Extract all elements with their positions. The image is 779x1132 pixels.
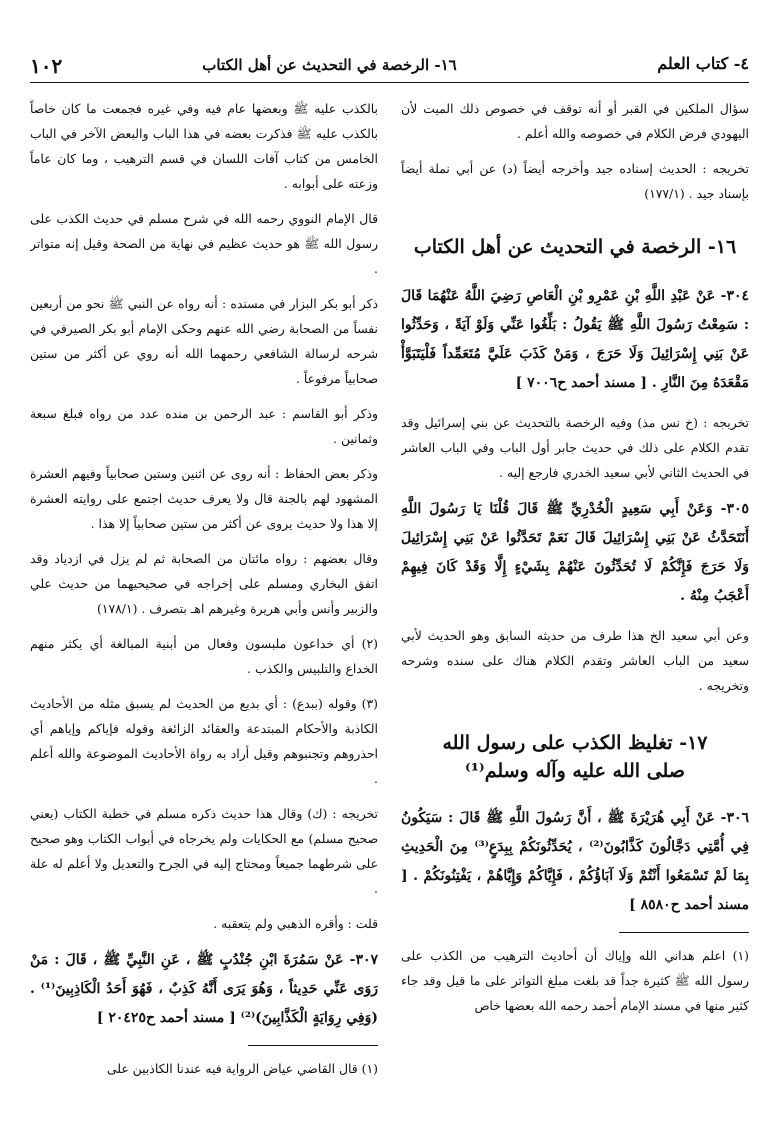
- footnote-continuation: بالكذب عليه ﷺ وبعضها عام فيه وفي غيره فجمعت ما كان خاصاً بالكذب عليه ﷺ فذكرت بعضه في هذا الباب والبعض الآخر في الباب الخامس من كتاب آفات اللسان في قسم الترهيب ، وما كان عاماً وزعته على أبوابه .: [30, 101, 378, 191]
- running-header: [30, 52, 749, 83]
- hadith-307: ٣٠٧- عَنْ سَمُرَةَ ابْنِ جُنْدُبٍ ﷺ ، عَنِ النَّبِيِّ ﷺ ، قَالَ : مَنْ رَوَى عَنِّي حَدِيثاً ، وَهُوَ يَرَى أَنَّهُ كَذِبٌ ، فَهُوَ أَحَدُ الْكَاذِبِينَ⁽¹⁾ . (وَفِي رِوَايَةٍ الْكَذَّابِينَ)⁽²⁾ [ مسند أحمد ح٢٠٤٢٥ ]: [30, 952, 378, 1026]
- left-column: [30, 96, 378, 1104]
- right-column: [401, 96, 749, 1104]
- chapter-17-heading-line2: صلى الله عليه وآله وسلم⁽¹⁾: [465, 760, 685, 782]
- footnote-3: (٣) وقوله (ببدع) : أي بديع من الحديث لم يسبق مثله من الأحاديث الكاذبة والأحكام المبتدعة والعقائد الزائغة وقوله فإياكم وإياهم أي احذروهم وتجنبوهم وقيل أراد به رواة الأحاديث الموضوعة والله أعلم .: [30, 696, 378, 786]
- footnote-paragraph: وذكر أبو القاسم : عبد الرحمن بن منده عدد من رواه فبلغ سبعة وثمانين .: [30, 406, 378, 446]
- running-book-title: ٤- كتاب العلم: [657, 54, 749, 73]
- footnote-2: (٢) أي خداعون ملبسون وفعال من أبنية المبالغة أي يكثر منهم الخداع والتلبيس والكذب .: [30, 636, 378, 676]
- footnote-divider: [248, 1045, 378, 1046]
- running-chapter-title: ١٦- الرخصة في التحديث عن أهل الكتاب: [202, 56, 457, 74]
- footnote: (١) اعلم هداني الله وإياك أن أحاديث الترهيب من الكذب على رسول الله ﷺ كثيرة جداً قد بلغت مبلغ التواتر على ما قيل وقد جاء كثير منها في مسند الإمام أحمد رحمه الله بعضها خاص: [401, 948, 749, 1013]
- remark-paragraph: قلت : وأقره الذهبي ولم يتعقبه .: [213, 916, 378, 931]
- commentary-305: وعن أبي سعيد الخ هذا طرف من حديثه السابق وهو الحديث لأبي سعيد من الباب العاشر وتقدم الكلام هناك على سنده وشرحه وتخريجه .: [401, 628, 749, 693]
- footnote-paragraph: قال الإمام النووي رحمه الله في شرح مسلم في حديث الكذب على رسول الله ﷺ هو حديث عظيم في نهاية من الصحة وقيل إنه متواتر .: [30, 211, 378, 276]
- footnote-paragraph: وقال بعضهم : رواه مائتان من الصحابة ثم لم يزل في ازدياد وقد اتفق البخاري ومسلم على إخراجه في صحيحيهما من حديث علي والزبير وأنس وأبي هريرة وغيرهم اهـ بتصرف . (١٧٨/١): [30, 551, 378, 616]
- takhrij-paragraph: تخريجه : الحديث إسناده جيد وأخرجه أيضاً (د) عن أبي نملة أيضاً بإسناد جيد . (١٧٧/١): [401, 161, 749, 201]
- chapter-17-heading: ١٧- تغليظ الكذب على رسول الله: [442, 732, 708, 754]
- hadith-306: ٣٠٦- عَنْ أَبِي هُرَيْرَةَ ﷺ ، أَنَّ رَسُولَ اللَّهِ ﷺ قَالَ : سَيَكُونُ فِي أُمَّتِي دَجَّالُونَ كَذَّابُونَ⁽²⁾ ، يُحَدِّثُونَكُمْ بِبِدَعٍ⁽³⁾ مِنَ الْحَدِيثِ بِمَا لَمْ تَسْمَعُوا أَنْتُمْ وَلَا آبَاؤُكُمْ ، فَإِيَّاكُمْ وَإِيَّاهُمْ ، يَفْتِنُونَكُمْ . [ مسند أحمد ح٨٥٨٠ ]: [401, 810, 749, 913]
- page-number: ١٠٢: [30, 54, 63, 78]
- footnote-paragraph: وذكر بعض الحفاظ : أنه روى عن اثنين وستين صحابياً وفيهم العشرة المشهود لهم بالجنة قال ولا يعرف حديث اجتمع على روايته العشرة إلا هذا ولا حديث يروى عن أكثر من ستين صحابياً إلا هذا .: [30, 466, 378, 531]
- takhrij-306: تخريجه : (ك) وقال هذا حديث ذكره مسلم في خطبة الكتاب (يعني صحيح مسلم) مع الحكايات ولم يخرجاه في أبواب الكتاب وهو صحيح على شرطهما جميعاً ومحتاج إليه في الجرح والتعديل ولا أعلم له علة .: [30, 806, 378, 896]
- chapter-16-heading: ١٦- الرخصة في التحديث عن أهل الكتاب: [413, 236, 737, 258]
- footnote-divider: [619, 932, 749, 933]
- takhrij-304: تخريجه : (خ نس مذ) وفيه الرخصة بالتحديث عن بني إسرائيل وقد تقدم الكلام على ذلك في حديث جابر أول الباب وفي الباب العاشر في الحديث الثاني لأبي سعيد الخدري فارجع إليه .: [401, 415, 749, 480]
- footnote: (١) قال القاضي عياض الرواية فيه عندنا الكاذبين على: [106, 1061, 378, 1076]
- paragraph: سؤال الملكين في القبر أو أنه توقف في خصوص ذلك الميت لأن اليهودي فرض الكلام في خصوصه والله أعلم .: [401, 101, 749, 141]
- footnote-paragraph: ذكر أبو بكر البزار في مسنده : أنه رواه عن النبي ﷺ نحو من أربعين نفساً من الصحابة رضي الله عنهم وحكى الإمام أبو بكر الصيرفي في شرحه لرسالة الشافعي رحمهما الله أنه روي عن أكثر من ستين صحابياً مرفوعاً .: [30, 296, 378, 386]
- hadith-304: ٣٠٤- عَنْ عَبْدِ اللَّهِ بْنِ عَمْرِو بْنِ الْعَاصِ رَضِيَ اللَّهُ عَنْهُمَا قَالَ : سَمِعْتُ رَسُولَ اللَّهِ ﷺ يَقُولُ : بَلِّغُوا عَنِّي وَلَوْ آيَةً ، وَحَدِّثُوا عَنْ بَنِي إِسْرَائِيلَ وَلَا حَرَجَ ، وَمَنْ كَذَبَ عَلَيَّ مُتَعَمِّداً فَلْيَتَبَوَّأْ مَقْعَدَهُ مِنَ النَّارِ . [ مسند أحمد ح٧٠٠٦ ]: [401, 288, 749, 391]
- hadith-305: ٣٠٥- وَعَنْ أَبِي سَعِيدٍ الْخُدْرِيِّ ﷺ قَالَ قُلْنَا يَا رَسُولَ اللَّهِ أَنَتَحَدَّثُ عَنْ بَنِي إِسْرَائِيلَ قَالَ نَعَمْ تَحَدَّثُوا عَنْ بَنِي إِسْرَائِيلَ وَلَا حَرَجَ فَإِنَّكُمْ لَا تُحَدِّثُونَ عَنْهُمْ بِشَيْءٍ إِلَّا وَقَدْ كَانَ فِيهِمْ أَعْجَبُ مِنْهُ .: [401, 501, 749, 604]
